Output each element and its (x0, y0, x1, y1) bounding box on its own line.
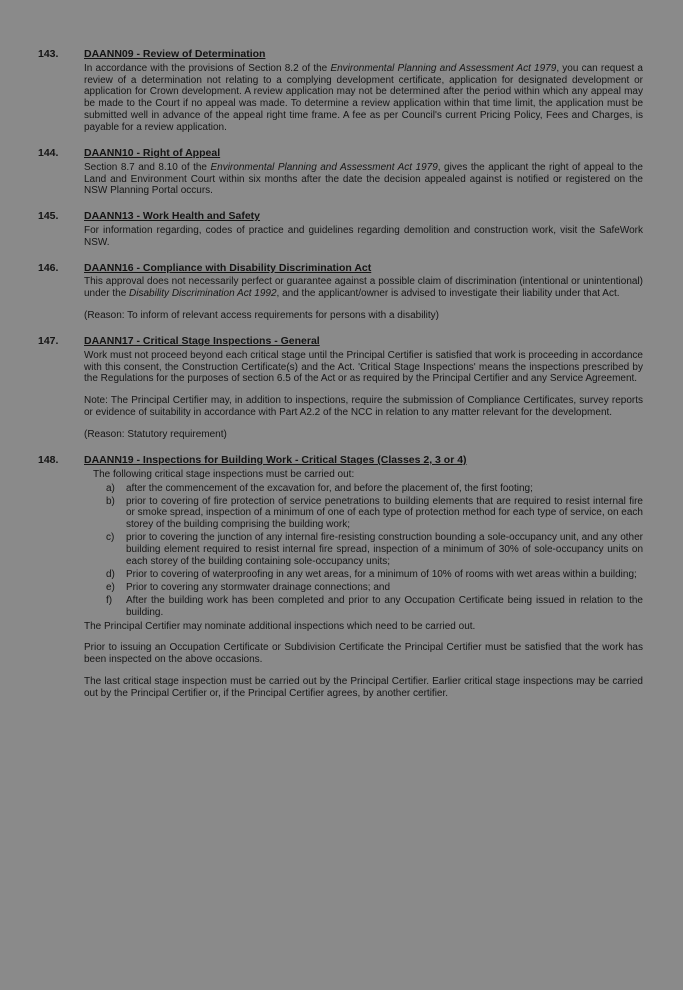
clause (38, 262, 643, 322)
clause-title: DAANN13 - Work Health and Safety (84, 210, 261, 223)
clause-number: 148. (38, 454, 59, 467)
clause-body (84, 262, 643, 322)
clause-title: DAANN10 - Right of Appeal (84, 147, 221, 160)
list-item-marker: d) (106, 568, 115, 580)
clause-sublist (84, 483, 643, 619)
clause-title: DAANN16 - Compliance with Disability Discrimination Act (84, 261, 372, 274)
clause-paragraph (84, 224, 643, 249)
clause-paragraph (84, 428, 643, 441)
clause-paragraph (84, 394, 643, 419)
clause-title: DAANN17 - Critical Stage Inspections - General (84, 335, 320, 348)
clause-paragraph (84, 309, 643, 322)
clause-title: DAANN19 - Inspections for Building Work - Critical Stages (Classes 2, 3 or 4) (84, 454, 467, 467)
clause (38, 147, 643, 197)
clause-body (84, 210, 643, 248)
list-item-marker: b) (106, 495, 115, 507)
text-run: , gives the applicant the right of appeal to the Land and Environment Court within six months after the date the decision appealed against is notified or registered on the NSW Planning Portal occurs. (84, 161, 643, 197)
list-item (106, 496, 643, 532)
clause-paragraph (84, 62, 643, 134)
italic-text-run: Environmental Planning and Assessment Act 1979 (330, 62, 557, 74)
text-run: The Principal Certifier may nominate additional inspections which need to be carried out. (84, 620, 476, 632)
list-item-text: After the building work has been completed and prior to any Occupation Certificate being issued in relation to the building. (126, 594, 643, 618)
clause-paragraph (84, 641, 643, 666)
italic-text-run: Disability Discrimination Act 1992 (129, 288, 277, 300)
list-item (106, 582, 643, 594)
clause-intro: The following critical stage inspections must be carried out: (93, 468, 355, 480)
clause-number: 145. (38, 210, 59, 223)
clause-number: 146. (38, 261, 59, 274)
text-run: Section 8.7 and 8.10 of the (84, 161, 211, 173)
clause (38, 335, 643, 441)
list-item (106, 595, 643, 619)
clause (38, 210, 643, 248)
list-item (106, 532, 643, 568)
clause-number: 147. (38, 335, 59, 348)
clause-paragraph (84, 620, 643, 633)
clause-paragraph (84, 275, 643, 300)
text-run: (Reason: Statutory requirement) (84, 429, 227, 441)
clause-body (84, 147, 643, 197)
clause-body (84, 335, 643, 441)
clause-paragraph (84, 675, 643, 700)
list-item (106, 569, 643, 581)
clause-title: DAANN09 - Review of Determination (84, 48, 266, 60)
list-item-text: Prior to covering any stormwater drainage connections; and (126, 581, 391, 593)
list-item-marker: c) (106, 532, 115, 544)
list-item-text: after the commencement of the excavation for, and before the placement of, the first footing; (126, 482, 533, 494)
clause-paragraph (84, 349, 643, 386)
italic-text-run: Environmental Planning and Assessment Act 1979 (210, 161, 438, 173)
clause-paragraph (84, 161, 643, 198)
clause (38, 454, 643, 700)
text-run: , you can request a review of a determination not relating to a complying development certificate, application for designated development or application for Crown development. A review application may not be determined after the period within which any appeal may be made to the Court if no appeal was made. To determine a review application within that time limit, the application must be submitted well in advance of the appeal right time frame. A fee as per Council's current Pricing Policy, Fees and Charges, is payable for a review application. (84, 62, 643, 134)
text-run: For information regarding, codes of practice and guidelines regarding demolition and construction work, visit the SafeWork NSW. (84, 224, 643, 248)
clause-number: 144. (38, 147, 59, 160)
text-run: In accordance with the provisions of Section 8.2 of the (84, 62, 331, 74)
text-run: , and the applicant/owner is advised to investigate their liability under that Act. (276, 288, 620, 300)
text-run: Work must not proceed beyond each critical stage until the Principal Certifier is satisfied that work is proceeding in accordance with this consent, the Construction Certificate(s) and the Act. 'Critical Stage Inspections' means the inspections prescribed by the Regulations for the purposes of section 6.5 of the Act or as required by the Principal Certifier and any Service Agreement. (84, 349, 643, 385)
clause-body (84, 48, 643, 134)
list-item-text: prior to covering the junction of any internal fire-resisting construction bounding a sole-occupancy unit, and any other building element required to resist internal fire spread, inspection of a minimum of 30% of sole-occupancy units on each storey of the building containing sole-occupancy units; (126, 532, 643, 568)
list-item-text: prior to covering of fire protection of service penetrations to building elements that are required to resist internal fire or smoke spread, inspection of a minimum of one of each type of protection method for each type of service, on each storey of the building comprising the building work; (126, 495, 643, 531)
text-run: This approval does not necessarily perfect or guarantee against a possible claim of discrimination (intentional or unintentional) under the (84, 276, 643, 300)
list-item (106, 483, 643, 495)
clause (38, 48, 643, 134)
clause-list (38, 48, 643, 700)
text-run: The last critical stage inspection must be carried out by the Principal Certifier. Earlier critical stage inspections may be carried out by the Principal Certifier or, if the Principal Certifier agrees, by another certifier. (84, 676, 643, 700)
text-run: (Reason: To inform of relevant access requirements for persons with a disability) (84, 310, 439, 322)
list-item-text: Prior to covering of waterproofing in any wet areas, for a minimum of 10% of rooms with wet areas within a building; (126, 568, 637, 580)
list-item-marker: f) (106, 594, 113, 606)
clause-body (84, 454, 643, 700)
text-run: Note: The Principal Certifier may, in addition to inspections, require the submission of Compliance Certificates, survey reports or evidence of suitability in accordance with Part A2.2 of the NCC in relation to any matter relevant for the development. (84, 395, 643, 419)
list-item-marker: a) (106, 482, 115, 494)
clause-number: 143. (38, 48, 59, 60)
text-run: Prior to issuing an Occupation Certificate or Subdivision Certificate the Principal Certifier must be satisfied that the work has been inspected on the above occasions. (84, 642, 643, 666)
list-item-marker: e) (106, 581, 115, 593)
